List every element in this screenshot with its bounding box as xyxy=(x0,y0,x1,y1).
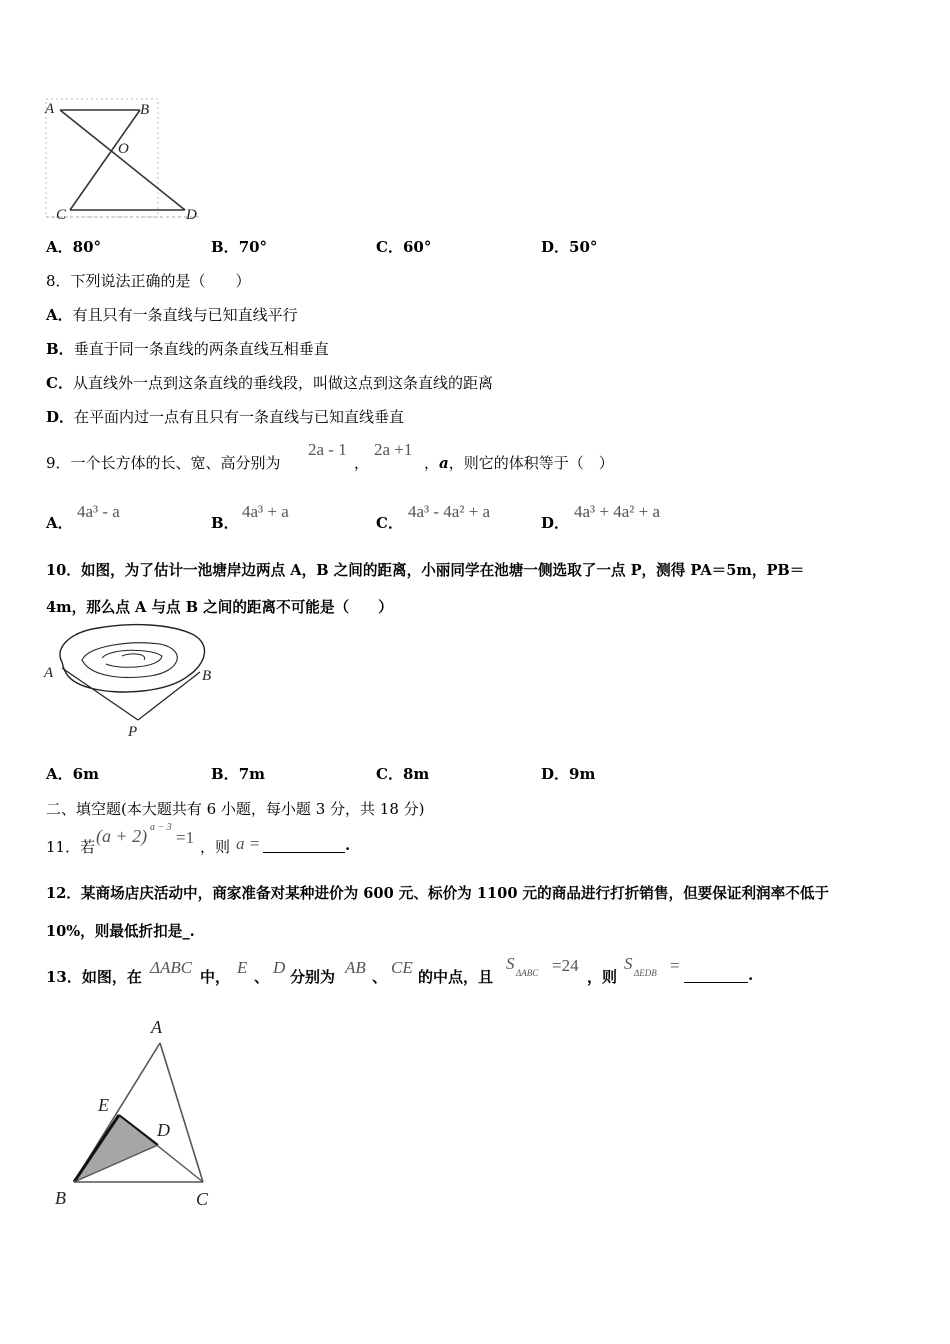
q11-pre: 11．若 xyxy=(46,838,96,856)
q10-label-a: A xyxy=(44,665,54,681)
q13-answer-blank[interactable] xyxy=(684,966,748,983)
q13-pre: 13．如图，在 xyxy=(46,968,142,986)
q9-option-a-expr: 4a³ - a xyxy=(77,502,120,521)
q8-stem: 8．下列说法正确的是（ ） xyxy=(46,272,251,290)
q8-option-d: D．在平面内过一点有且只有一条直线与已知直线垂直 xyxy=(46,408,405,426)
q10-option-d: D．9m xyxy=(541,765,596,783)
q13-s1sub: ΔABC xyxy=(516,968,539,978)
q13-end: . xyxy=(748,966,754,984)
q11-equals: =1 xyxy=(176,828,195,847)
q10-label-b: B xyxy=(202,668,212,684)
q13-label-c: C xyxy=(196,1189,209,1209)
q13-t4: 、 xyxy=(372,968,388,986)
q13-s1: S xyxy=(506,954,515,973)
q11-end: . xyxy=(345,836,351,854)
q9-stem: 9．一个长方体的长、宽、高分别为 xyxy=(46,454,281,472)
q10-figure xyxy=(40,620,230,745)
q10-stem-line1: 10．如图，为了估计一池塘岸边两点 A，B 之间的距离，小丽同学在池塘一侧选取了一点 P，测得 PA＝5m，PB＝ xyxy=(46,562,805,579)
q13-ce: CE xyxy=(391,958,413,977)
q7-figure xyxy=(40,95,210,225)
q9-option-a: A． xyxy=(46,514,73,532)
q11-exponent: a − 3 xyxy=(150,822,172,833)
q8-option-a: A．有且只有一条直线与已知直线平行 xyxy=(46,306,298,324)
q10-stem-line2: 4m，那么点 A 与点 B 之间的距离不可能是（ ） xyxy=(46,599,393,616)
q7-option-b: B．70° xyxy=(211,238,268,256)
q9-option-d-expr: 4a³ + 4a² + a xyxy=(574,502,661,521)
q9-option-c: C． xyxy=(376,514,403,532)
q13-t5: 的中点，且 xyxy=(418,968,494,986)
q13-label-d: D xyxy=(157,1120,170,1140)
q10-option-a: A．6m xyxy=(46,765,99,783)
q11-answer-blank[interactable] xyxy=(263,836,345,853)
q13-t6: ，则 xyxy=(587,968,618,986)
q9-option-d: D． xyxy=(541,514,570,532)
q7-label-a: A xyxy=(45,101,55,117)
q13-label-b: B xyxy=(55,1188,66,1208)
q13-ab: AB xyxy=(345,958,366,977)
q7-label-d: D xyxy=(186,207,197,223)
section2-heading: 二、填空题(本大题共有 6 小题，每小题 3 分，共 18 分) xyxy=(46,800,425,818)
q7-option-a: A．80° xyxy=(46,238,102,256)
q13-t3: 分别为 xyxy=(290,968,336,986)
q12-line2: 10%，则最低折扣是_. xyxy=(46,923,195,940)
q7-label-c: C xyxy=(56,207,67,223)
q12-line1: 12．某商场店庆活动中，商家准备对某种进价为 600 元、标价为 1100 元的商品进行打折销售，但要保证利润率不低于 xyxy=(46,885,830,902)
q13-s2sub: ΔEDB xyxy=(634,968,657,978)
q9-option-c-expr: 4a³ - 4a² + a xyxy=(408,502,491,521)
q13-s2: S xyxy=(624,954,633,973)
q10-option-b: B．7m xyxy=(211,765,265,783)
q9-option-b-expr: 4a³ + a xyxy=(242,502,289,521)
q7-option-c: C．60° xyxy=(376,238,432,256)
q8-option-c: C．从直线外一点到这条直线的垂线段，叫做这点到这条直线的距离 xyxy=(46,374,493,392)
q11-var: a = xyxy=(236,834,261,853)
q13-d: D xyxy=(273,958,286,977)
q13-label-a: A xyxy=(151,1017,162,1037)
q13-s1val: =24 xyxy=(552,956,579,975)
q13-label-e: E xyxy=(98,1095,109,1115)
q9-sep: ， xyxy=(354,454,370,472)
q9-stem-end: ，a，则它的体积等于（ ） xyxy=(424,454,614,472)
q10-label-p: P xyxy=(128,724,138,740)
q9-expr1: 2a - 1 xyxy=(308,440,347,459)
q11-mid: ，则 xyxy=(200,838,231,856)
q7-option-d: D．50° xyxy=(541,238,598,256)
q7-label-b: B xyxy=(140,102,150,118)
q9-option-b: B． xyxy=(211,514,239,532)
q11-base: (a + 2) xyxy=(96,826,148,846)
q13-tri: ΔABC xyxy=(150,958,193,977)
q9-expr2: 2a +1 xyxy=(374,440,413,459)
q8-option-b: B．垂直于同一条直线的两条直线互相垂直 xyxy=(46,340,329,358)
q13-figure xyxy=(45,1010,235,1215)
q13-t1: 中， xyxy=(200,968,231,986)
q13-e: E xyxy=(237,958,248,977)
q10-option-c: C．8m xyxy=(376,765,430,783)
q7-label-o: O xyxy=(118,141,129,157)
q13-s2eq: = xyxy=(670,956,680,975)
q13-t2: 、 xyxy=(254,968,270,986)
